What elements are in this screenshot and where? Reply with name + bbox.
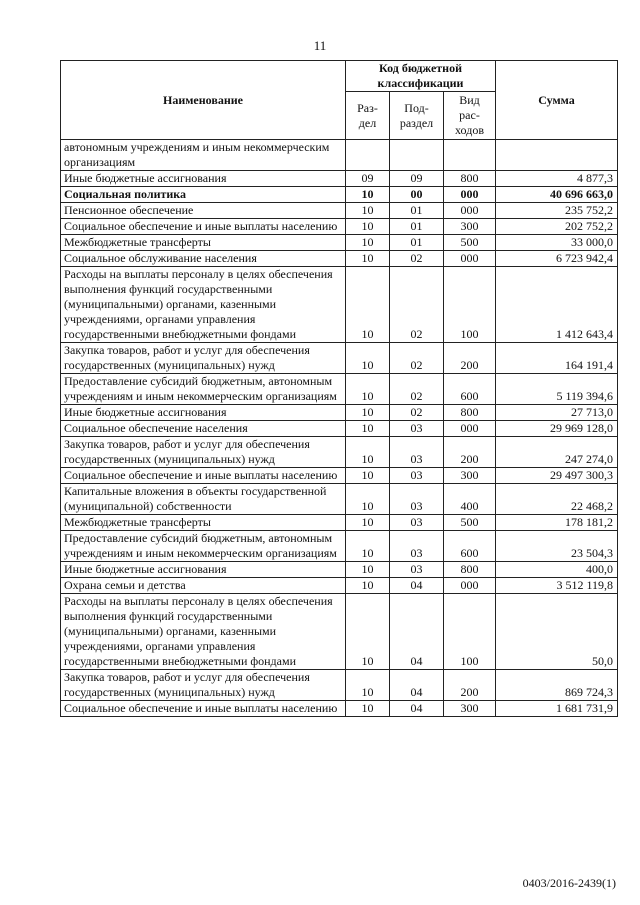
row-name: Социальное обслуживание населения	[61, 251, 346, 267]
row-name: Социальное обеспечение и иные выплаты населению	[61, 701, 346, 717]
row-sum: 1 412 643,4	[496, 267, 618, 343]
row-name: Социальное обеспечение населения	[61, 421, 346, 437]
table-row	[61, 421, 618, 437]
row-podrazdel: 03	[390, 484, 444, 515]
header-name: Наименование	[61, 61, 346, 140]
row-vid: 800	[444, 171, 496, 187]
row-vid: 200	[444, 670, 496, 701]
table-row	[61, 594, 618, 670]
row-vid: 600	[444, 374, 496, 405]
row-podrazdel: 03	[390, 562, 444, 578]
row-sum: 50,0	[496, 594, 618, 670]
row-vid	[444, 140, 496, 171]
row-razdel: 10	[346, 468, 390, 484]
table-row	[61, 562, 618, 578]
row-vid: 000	[444, 187, 496, 203]
row-razdel: 10	[346, 515, 390, 531]
row-razdel: 10	[346, 701, 390, 717]
row-vid: 800	[444, 405, 496, 421]
row-razdel: 10	[346, 187, 390, 203]
table-row	[61, 531, 618, 562]
row-name: Иные бюджетные ассигнования	[61, 171, 346, 187]
row-name: Расходы на выплаты персоналу в целях обеспечения выполнения функций государственными (муниципальными) органами, казенными учреждениями, органами управления государственными внебюджетными фондами	[61, 267, 346, 343]
row-podrazdel: 02	[390, 405, 444, 421]
row-sum: 4 877,3	[496, 171, 618, 187]
row-vid: 500	[444, 235, 496, 251]
row-razdel: 10	[346, 437, 390, 468]
row-razdel: 10	[346, 484, 390, 515]
row-name: Охрана семьи и детства	[61, 578, 346, 594]
row-sum: 235 752,2	[496, 203, 618, 219]
row-podrazdel: 03	[390, 531, 444, 562]
row-sum: 202 752,2	[496, 219, 618, 235]
row-sum: 22 468,2	[496, 484, 618, 515]
row-vid: 600	[444, 531, 496, 562]
row-sum: 1 681 731,9	[496, 701, 618, 717]
row-razdel	[346, 140, 390, 171]
table-row	[61, 219, 618, 235]
row-podrazdel	[390, 140, 444, 171]
row-razdel: 10	[346, 343, 390, 374]
row-vid: 300	[444, 219, 496, 235]
row-podrazdel: 01	[390, 235, 444, 251]
row-razdel: 10	[346, 578, 390, 594]
row-name: Предоставление субсидий бюджетным, автономным учреждениям и иным некоммерческим организациям	[61, 531, 346, 562]
table-row	[61, 374, 618, 405]
row-podrazdel: 02	[390, 251, 444, 267]
row-sum: 29 497 300,3	[496, 468, 618, 484]
row-podrazdel: 02	[390, 343, 444, 374]
table-row	[61, 187, 618, 203]
row-vid: 000	[444, 578, 496, 594]
row-name: Капитальные вложения в объекты государственной (муниципальной) собственности	[61, 484, 346, 515]
row-sum: 27 713,0	[496, 405, 618, 421]
row-podrazdel: 02	[390, 267, 444, 343]
row-razdel: 10	[346, 203, 390, 219]
header-razdel: Раз- дел	[346, 92, 390, 140]
page-number: 11	[313, 38, 327, 53]
row-vid: 200	[444, 343, 496, 374]
row-name: Межбюджетные трансферты	[61, 235, 346, 251]
row-vid: 000	[444, 203, 496, 219]
row-razdel: 09	[346, 171, 390, 187]
row-razdel: 10	[346, 670, 390, 701]
table-row	[61, 140, 618, 171]
row-vid: 300	[444, 701, 496, 717]
table-row	[61, 267, 618, 343]
row-razdel: 10	[346, 219, 390, 235]
row-sum: 247 274,0	[496, 437, 618, 468]
table-row	[61, 515, 618, 531]
row-vid: 000	[444, 251, 496, 267]
row-podrazdel: 03	[390, 437, 444, 468]
row-sum: 6 723 942,4	[496, 251, 618, 267]
header-podrazdel: Под- раздел	[390, 92, 444, 140]
row-sum	[496, 140, 618, 171]
row-name: Социальное обеспечение и иные выплаты населению	[61, 468, 346, 484]
table-row	[61, 405, 618, 421]
table-row	[61, 578, 618, 594]
row-vid: 100	[444, 267, 496, 343]
row-sum: 33 000,0	[496, 235, 618, 251]
row-podrazdel: 04	[390, 701, 444, 717]
row-podrazdel: 02	[390, 374, 444, 405]
row-sum: 5 119 394,6	[496, 374, 618, 405]
row-vid: 100	[444, 594, 496, 670]
table-row	[61, 670, 618, 701]
row-sum: 400,0	[496, 562, 618, 578]
row-name: автономным учреждениям и иным некоммерческим организациям	[61, 140, 346, 171]
row-podrazdel: 09	[390, 171, 444, 187]
row-sum: 40 696 663,0	[496, 187, 618, 203]
row-razdel: 10	[346, 594, 390, 670]
row-vid: 800	[444, 562, 496, 578]
table-row	[61, 437, 618, 468]
row-sum: 29 969 128,0	[496, 421, 618, 437]
row-name: Межбюджетные трансферты	[61, 515, 346, 531]
budget-table	[60, 60, 618, 717]
row-podrazdel: 01	[390, 219, 444, 235]
table-row	[61, 171, 618, 187]
header-code-group: Код бюджетной классификации	[346, 61, 496, 92]
row-razdel: 10	[346, 531, 390, 562]
table-row	[61, 343, 618, 374]
row-podrazdel: 03	[390, 421, 444, 437]
row-podrazdel: 04	[390, 578, 444, 594]
header-vid: Вид рас- ходов	[444, 92, 496, 140]
row-vid: 400	[444, 484, 496, 515]
table-row	[61, 251, 618, 267]
row-vid: 300	[444, 468, 496, 484]
document-code: 0403/2016-2439(1)	[522, 876, 616, 890]
row-name: Иные бюджетные ассигнования	[61, 562, 346, 578]
table-row	[61, 468, 618, 484]
row-name: Закупка товаров, работ и услуг для обеспечения государственных (муниципальных) нужд	[61, 437, 346, 468]
row-name: Пенсионное обеспечение	[61, 203, 346, 219]
row-razdel: 10	[346, 562, 390, 578]
row-name: Предоставление субсидий бюджетным, автономным учреждениям и иным некоммерческим организациям	[61, 374, 346, 405]
row-sum: 164 191,4	[496, 343, 618, 374]
row-podrazdel: 01	[390, 203, 444, 219]
row-name: Расходы на выплаты персоналу в целях обеспечения выполнения функций государственными (муниципальными) органами, казенными учреждениями, органами управления государственными внебюджетными фондами	[61, 594, 346, 670]
row-name: Закупка товаров, работ и услуг для обеспечения государственных (муниципальных) нужд	[61, 343, 346, 374]
table-row	[61, 203, 618, 219]
row-sum: 23 504,3	[496, 531, 618, 562]
row-razdel: 10	[346, 251, 390, 267]
row-vid: 000	[444, 421, 496, 437]
row-podrazdel: 03	[390, 468, 444, 484]
row-razdel: 10	[346, 405, 390, 421]
row-razdel: 10	[346, 421, 390, 437]
row-podrazdel: 03	[390, 515, 444, 531]
row-name: Иные бюджетные ассигнования	[61, 405, 346, 421]
row-vid: 200	[444, 437, 496, 468]
table-row	[61, 701, 618, 717]
row-name: Социальное обеспечение и иные выплаты населению	[61, 219, 346, 235]
row-razdel: 10	[346, 267, 390, 343]
row-razdel: 10	[346, 235, 390, 251]
row-sum: 869 724,3	[496, 670, 618, 701]
table-row	[61, 235, 618, 251]
row-podrazdel: 04	[390, 670, 444, 701]
row-razdel: 10	[346, 374, 390, 405]
header-sum: Сумма	[496, 61, 618, 140]
table-row	[61, 484, 618, 515]
row-name: Социальная политика	[61, 187, 346, 203]
row-vid: 500	[444, 515, 496, 531]
row-podrazdel: 00	[390, 187, 444, 203]
row-sum: 178 181,2	[496, 515, 618, 531]
row-name: Закупка товаров, работ и услуг для обеспечения государственных (муниципальных) нужд	[61, 670, 346, 701]
row-podrazdel: 04	[390, 594, 444, 670]
row-sum: 3 512 119,8	[496, 578, 618, 594]
